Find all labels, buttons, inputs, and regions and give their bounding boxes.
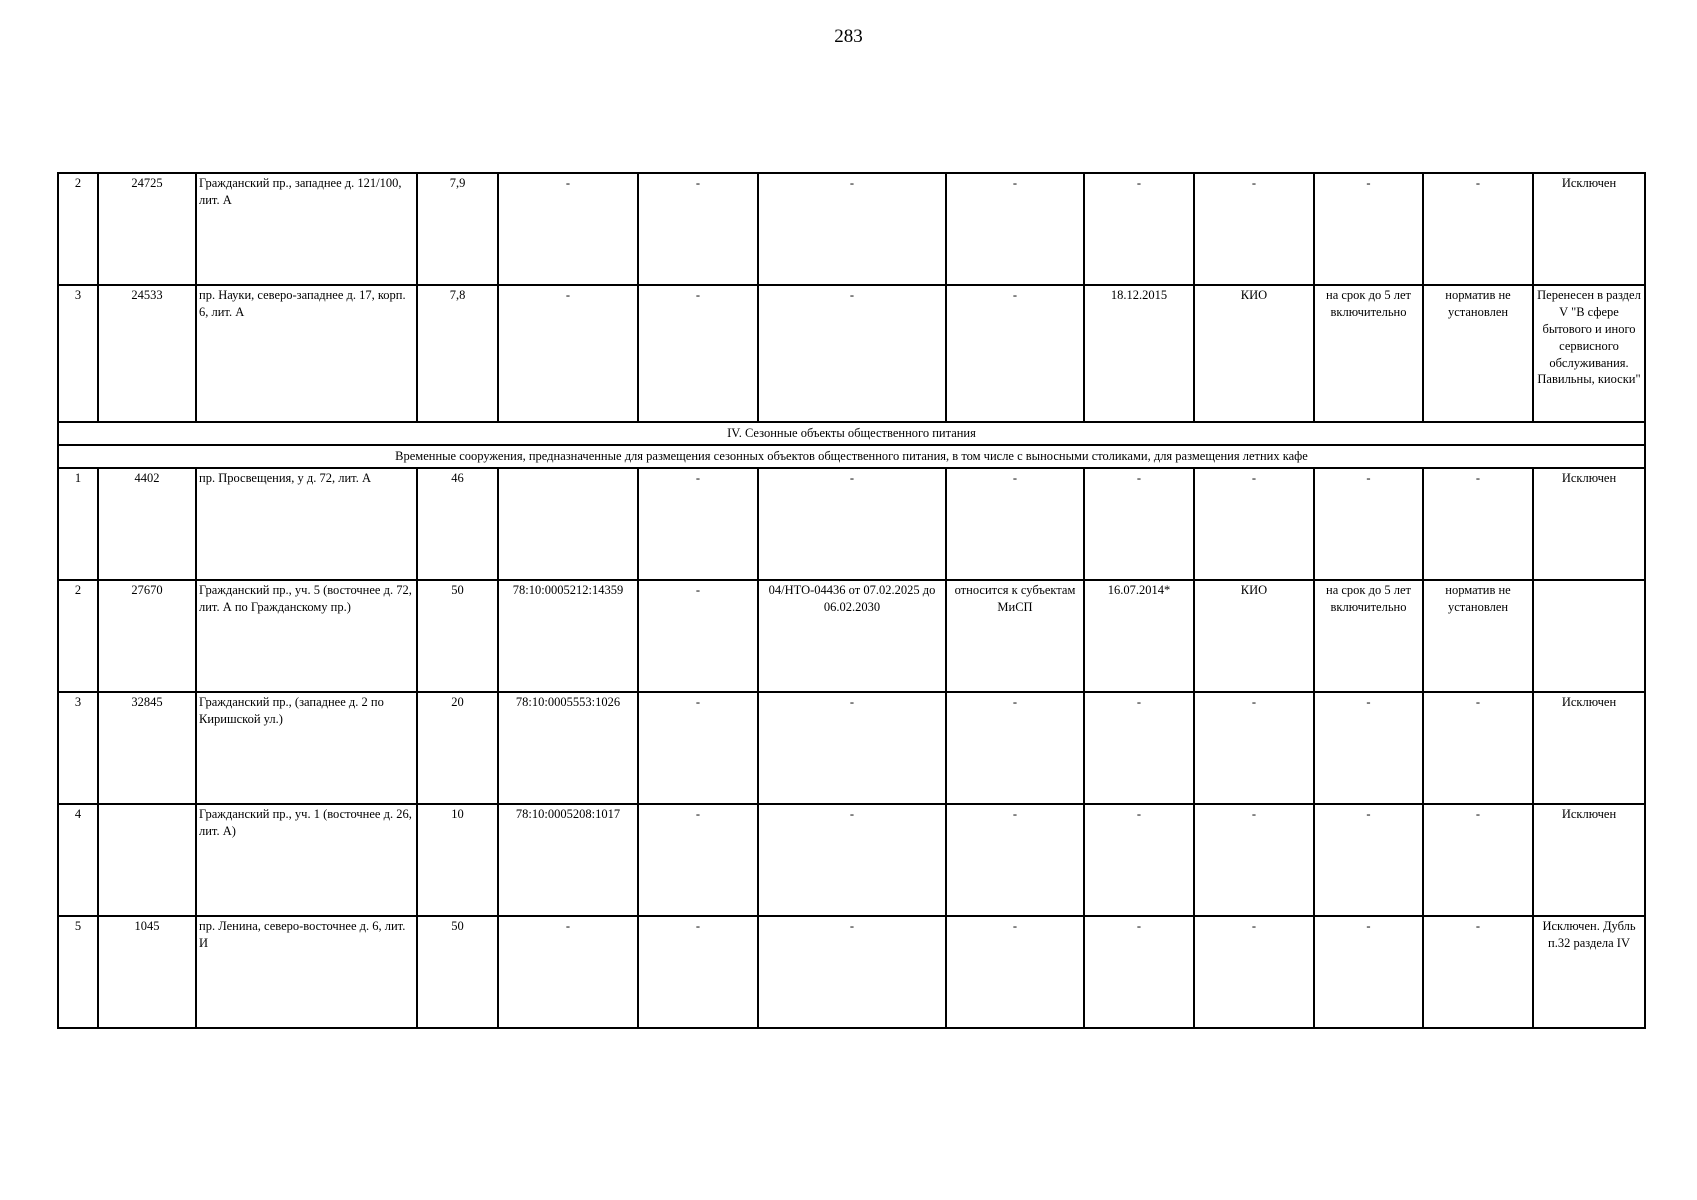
cell-col6: - (638, 468, 758, 580)
cell-contract: - (758, 804, 946, 916)
section-subtitle: Временные сооружения, предназначенные для размещения сезонных объектов общественного питания, в том числе с выносными столиками, для размещения летних кафе (58, 445, 1645, 468)
cell-note: Исключен (1533, 173, 1645, 285)
cell-area: 7,8 (417, 285, 498, 422)
cell-date: - (1084, 804, 1194, 916)
cell-cadastral: 78:10:0005553:1026 (498, 692, 638, 804)
cell-note: Исключен (1533, 804, 1645, 916)
cell-term: на срок до 5 лет включительно (1314, 580, 1423, 692)
cell-date: - (1084, 692, 1194, 804)
cell-address: Гражданский пр., (западнее д. 2 по Киришской ул.) (196, 692, 417, 804)
cell-col6: - (638, 692, 758, 804)
cell-note: Исключен (1533, 468, 1645, 580)
cell-contract: - (758, 468, 946, 580)
table-row (58, 580, 1645, 692)
cell-id (98, 804, 196, 916)
cell-norm: - (1423, 804, 1533, 916)
cell-id: 27670 (98, 580, 196, 692)
table-row (58, 804, 1645, 916)
cell-authority: - (1194, 692, 1314, 804)
cell-contract: 04/НТО-04436 от 07.02.2025 до 06.02.2030 (758, 580, 946, 692)
cell-subject: - (946, 916, 1084, 1028)
section-title: IV. Сезонные объекты общественного питания (58, 422, 1645, 445)
table-row (58, 285, 1645, 422)
cell-number: 3 (58, 692, 98, 804)
cell-col6: - (638, 173, 758, 285)
cell-term: - (1314, 173, 1423, 285)
section-subtitle-row (58, 445, 1645, 468)
cell-authority: КИО (1194, 580, 1314, 692)
cell-col6: - (638, 916, 758, 1028)
cell-area: 50 (417, 916, 498, 1028)
cell-date: 16.07.2014* (1084, 580, 1194, 692)
cell-authority: КИО (1194, 285, 1314, 422)
cell-note: Исключен (1533, 692, 1645, 804)
cell-id: 4402 (98, 468, 196, 580)
cell-authority: - (1194, 173, 1314, 285)
cell-term: - (1314, 468, 1423, 580)
table-row (58, 468, 1645, 580)
cell-term: на срок до 5 лет включительно (1314, 285, 1423, 422)
cell-norm: норматив не установлен (1423, 285, 1533, 422)
cell-contract: - (758, 285, 946, 422)
cell-contract: - (758, 173, 946, 285)
cell-area: 7,9 (417, 173, 498, 285)
cell-norm: - (1423, 692, 1533, 804)
cell-address: пр. Просвещения, у д. 72, лит. А (196, 468, 417, 580)
cell-norm: - (1423, 468, 1533, 580)
cell-norm: - (1423, 916, 1533, 1028)
cell-subject: - (946, 692, 1084, 804)
table-row (58, 692, 1645, 804)
cell-col6: - (638, 804, 758, 916)
cell-cadastral: 78:10:0005208:1017 (498, 804, 638, 916)
cell-cadastral: - (498, 173, 638, 285)
cell-cadastral: - (498, 916, 638, 1028)
cell-authority: - (1194, 916, 1314, 1028)
section-title-row (58, 422, 1645, 445)
cell-authority: - (1194, 804, 1314, 916)
cell-col6: - (638, 285, 758, 422)
cell-term: - (1314, 804, 1423, 916)
cell-subject: - (946, 173, 1084, 285)
cell-cadastral: - (498, 285, 638, 422)
cell-date: - (1084, 468, 1194, 580)
cell-address: Гражданский пр., уч. 5 (восточнее д. 72, лит. А по Гражданскому пр.) (196, 580, 417, 692)
cell-id: 24725 (98, 173, 196, 285)
page-number: 283 (834, 26, 863, 47)
cell-number: 5 (58, 916, 98, 1028)
cell-number: 4 (58, 804, 98, 916)
cell-number: 2 (58, 173, 98, 285)
cell-note: Перенесен в раздел V "В сфере бытового и иного сервисного обслуживания. Павильны, киоски" (1533, 285, 1645, 422)
cell-id: 24533 (98, 285, 196, 422)
cell-area: 20 (417, 692, 498, 804)
cell-number: 2 (58, 580, 98, 692)
cell-note (1533, 580, 1645, 692)
cell-number: 3 (58, 285, 98, 422)
cell-subject: - (946, 285, 1084, 422)
cell-area: 50 (417, 580, 498, 692)
cell-date: 18.12.2015 (1084, 285, 1194, 422)
cell-contract: - (758, 916, 946, 1028)
cell-number: 1 (58, 468, 98, 580)
cell-note: Исключен. Дубль п.32 раздела IV (1533, 916, 1645, 1028)
cell-term: - (1314, 692, 1423, 804)
cell-area: 10 (417, 804, 498, 916)
cell-subject: - (946, 804, 1084, 916)
registry-table (57, 172, 1646, 1029)
cell-authority: - (1194, 468, 1314, 580)
cell-id: 32845 (98, 692, 196, 804)
cell-date: - (1084, 916, 1194, 1028)
cell-address: пр. Науки, северо-западнее д. 17, корп. 6, лит. А (196, 285, 417, 422)
table-row (58, 916, 1645, 1028)
cell-date: - (1084, 173, 1194, 285)
cell-address: Гражданский пр., западнее д. 121/100, лит. А (196, 173, 417, 285)
cell-cadastral (498, 468, 638, 580)
cell-norm: норматив не установлен (1423, 580, 1533, 692)
cell-area: 46 (417, 468, 498, 580)
table-row (58, 173, 1645, 285)
cell-subject: относится к субъектам МиСП (946, 580, 1084, 692)
cell-term: - (1314, 916, 1423, 1028)
cell-address: Гражданский пр., уч. 1 (восточнее д. 26, лит. А) (196, 804, 417, 916)
cell-id: 1045 (98, 916, 196, 1028)
cell-address: пр. Ленина, северо-восточнее д. 6, лит. И (196, 916, 417, 1028)
cell-norm: - (1423, 173, 1533, 285)
cell-col6: - (638, 580, 758, 692)
cell-cadastral: 78:10:0005212:14359 (498, 580, 638, 692)
cell-subject: - (946, 468, 1084, 580)
cell-contract: - (758, 692, 946, 804)
